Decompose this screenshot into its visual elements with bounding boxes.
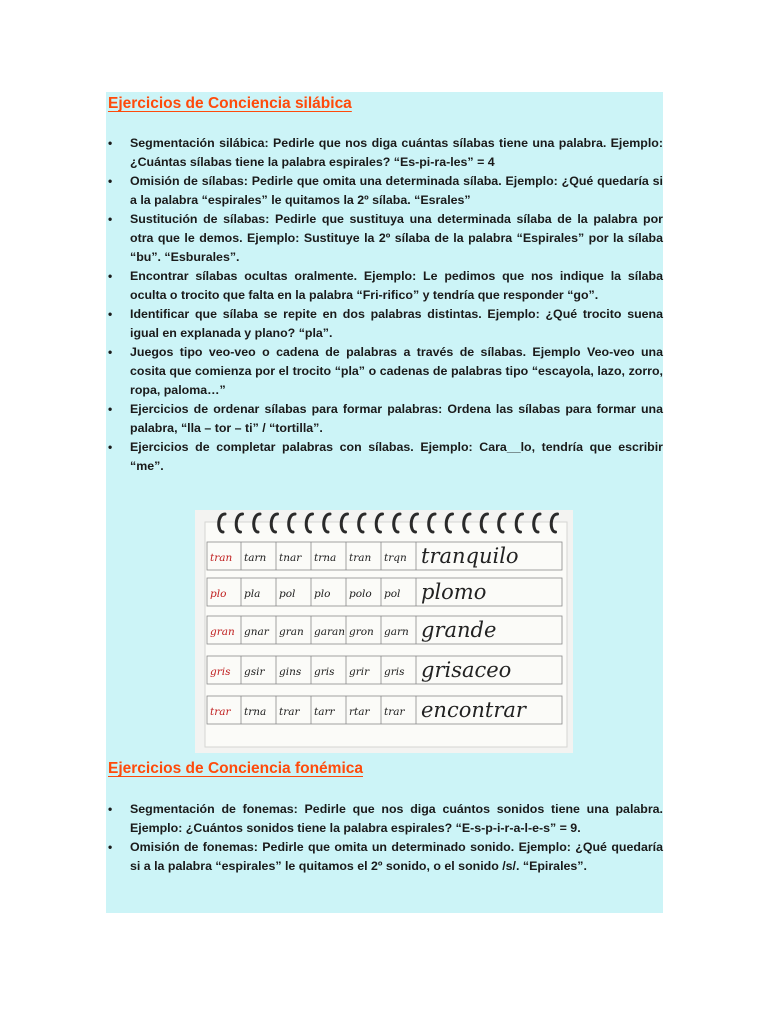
worksheet-syllable: gron: [349, 626, 374, 638]
bullet-icon: •: [108, 307, 113, 321]
worksheet-syllable: trna: [314, 552, 337, 564]
worksheet-syllable: gsir: [244, 666, 265, 678]
list-item: • Omisión de fonemas: Pedirle que omita un determinado sonido. Ejemplo: ¿Qué quedaría si a la palabra “espirales” le quitamos el 2º sonido, o el sonido /s/. “Epirales”.: [108, 840, 663, 873]
worksheet-syllable: polo: [349, 588, 372, 600]
bullet-icon: •: [108, 402, 113, 416]
worksheet-syllable: trna: [244, 706, 267, 718]
bullet-icon: •: [108, 136, 113, 150]
bullet-icon: •: [108, 802, 113, 816]
worksheet-syllable: pol: [279, 588, 296, 600]
worksheet-syllable: pol: [384, 588, 401, 600]
worksheet-syllable: pla: [244, 588, 261, 600]
list-item: • Omisión de sílabas: Pedirle que omita una determinada sílaba. Ejemplo: ¿Qué quedaría si a la palabra “espirales” le quitamos la 2º sílaba. “Esrales”: [108, 174, 663, 207]
bullet-icon: •: [108, 840, 113, 854]
list-item: • Segmentación de fonemas: Pedirle que nos diga cuántos sonidos tiene una palabra. Ejemplo: ¿Cuántos sonidos tiene la palabra espirales? “E-s-p-i-r-a-l-e-s” = 9.: [108, 802, 663, 835]
bullet-icon: •: [108, 345, 113, 359]
worksheet-answer: tranquilo: [421, 544, 519, 568]
worksheet-answer: encontrar: [421, 698, 526, 722]
list-item: • Ejercicios de completar palabras con sílabas. Ejemplo: Cara__lo, tendría que escribir “me”.: [108, 440, 663, 473]
worksheet-answer: plomo: [421, 580, 487, 604]
worksheet-syllable: trar: [279, 706, 300, 718]
worksheet-syllable: gnar: [244, 626, 269, 638]
worksheet-syllable: tran: [349, 552, 372, 564]
worksheet-syllable: gins: [279, 666, 302, 678]
worksheet-syllable: tarn: [244, 552, 267, 564]
list-item: • Ejercicios de ordenar sílabas para formar palabras: Ordena las sílabas para formar una palabra, “lla – tor – ti” / “tortilla”.: [108, 402, 663, 435]
list-item: • Segmentación silábica: Pedirle que nos diga cuántas sílabas tiene una palabra. Ejemplo: ¿Cuántas sílabas tiene la palabra espirales? “Es-pi-ra-les” = 4: [108, 136, 663, 169]
worksheet-syllable: trar: [384, 706, 405, 718]
bullet-icon: •: [108, 212, 113, 226]
list-item: • Identificar que sílaba se repite en dos palabras distintas. Ejemplo: ¿Qué trocito suena igual en explanada y plano? “pla”.: [108, 307, 663, 340]
worksheet-syllable: grir: [349, 666, 370, 678]
worksheet-syllable: rtar: [349, 706, 370, 718]
worksheet-answer: grande: [421, 618, 497, 642]
worksheet-photo: [195, 510, 573, 753]
bullet-icon: •: [108, 174, 113, 188]
worksheet-syllable: gran: [279, 626, 304, 638]
worksheet-syllable: trar: [210, 706, 231, 718]
fonemica-exercise-list: [106, 800, 663, 876]
silabica-exercise-list: [106, 134, 663, 476]
worksheet-syllable: plo: [210, 588, 227, 600]
worksheet-answer: grisaceo: [421, 658, 512, 682]
worksheet-syllable: gran: [210, 626, 235, 638]
worksheet-syllable: trqn: [384, 552, 407, 564]
worksheet-syllable: garan: [314, 626, 346, 638]
list-item: • Encontrar sílabas ocultas oralmente. Ejemplo: Le pedimos que nos indique la sílaba oculta o trocito que falta en la palabra “Fri-rifico” y tendría que responder “go”.: [108, 269, 663, 302]
section-title-silabica: Ejercicios de Conciencia silábica: [108, 95, 352, 112]
worksheet-syllable: tarr: [314, 706, 335, 718]
worksheet-syllable: gris: [314, 666, 335, 678]
worksheet-syllable: gris: [210, 666, 231, 678]
bullet-icon: •: [108, 269, 113, 283]
worksheet-syllable: tran: [210, 552, 233, 564]
bullet-icon: •: [108, 440, 113, 454]
worksheet-syllable: plo: [314, 588, 331, 600]
list-item: • Sustitución de sílabas: Pedirle que sustituya una determinada sílaba de la palabra por otra que le demos. Ejemplo: Sustituye la 2º sílaba de la palabra “Espirales” por la sílaba “bu”. “Esburales”.: [108, 212, 663, 264]
worksheet-syllable: garn: [384, 626, 409, 638]
list-item: • Juegos tipo veo-veo o cadena de palabras a través de sílabas. Ejemplo Veo-veo una cosita que comienza por el trocito “pla” o cadenas de palabras tipo “escayola, lazo, zorro, ropa, paloma…”: [108, 345, 663, 397]
section-title-fonemica: Ejercicios de Conciencia fonémica: [108, 760, 363, 777]
worksheet-syllable: gris: [384, 666, 405, 678]
worksheet-syllable: tnar: [279, 552, 302, 564]
worksheet-drawing: [195, 510, 573, 753]
